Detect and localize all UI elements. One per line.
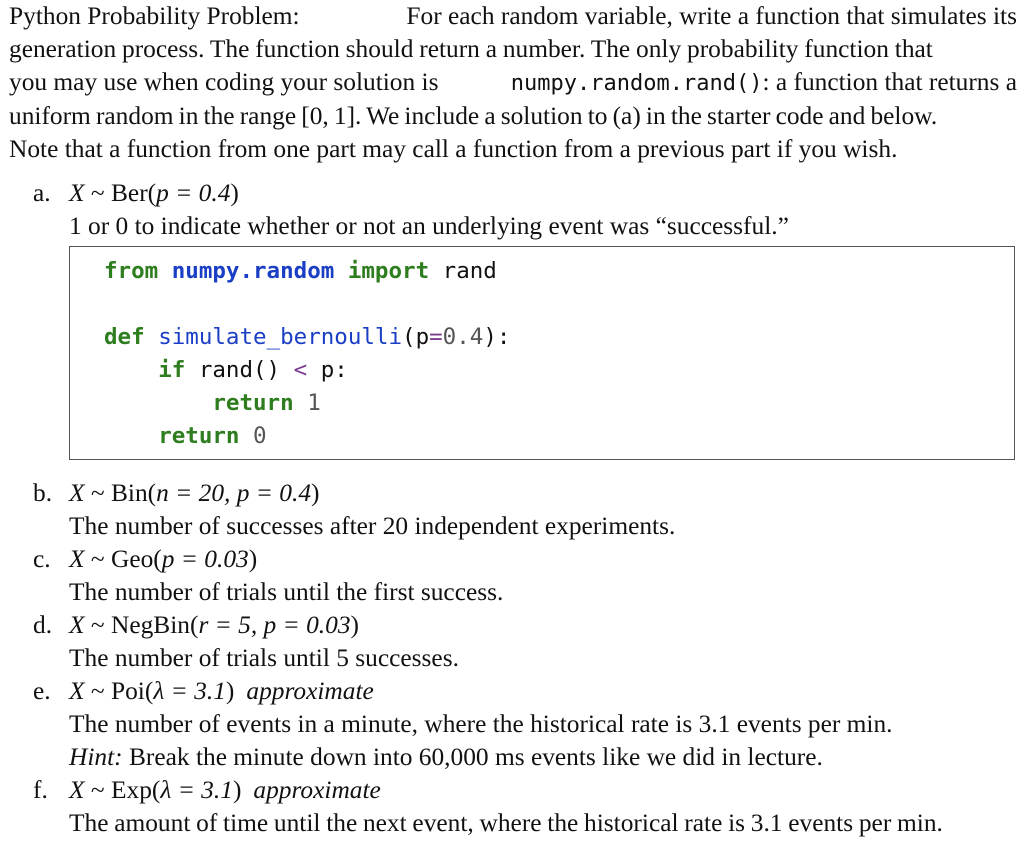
item-d xyxy=(33,609,1018,675)
item-formula: X ~ Geo(p = 0.03) xyxy=(69,545,258,573)
item-formula: X ~ Bin(n = 20, p = 0.4) xyxy=(69,479,320,507)
intro-line-4: uniform random in the range [0, 1]. We include a solution to (a) in the starter code and below. xyxy=(9,102,938,130)
intro-text-1: For each random variable, write a function that simulates its xyxy=(406,2,1017,30)
intro-line-2: generation process. The function should return a number. The only probability function that xyxy=(9,35,933,63)
inline-code-rand: numpy.random.rand() xyxy=(510,71,763,96)
intro-line-5: Note that a function from one part may call a function from a previous part if you wish. xyxy=(9,135,898,163)
item-letter: a. xyxy=(33,179,51,207)
item-c xyxy=(33,543,1018,609)
item-letter: d. xyxy=(33,611,53,639)
code-snippet xyxy=(69,246,1015,460)
code-block: from numpy.random import rand def simulate_bernoulli(p=0.4): if rand() < p: return 1 return 0 xyxy=(104,258,511,449)
item-formula: X ~ Poi(λ = 3.1) xyxy=(69,677,235,705)
approximate-note: approximate xyxy=(253,776,381,804)
item-hint xyxy=(69,741,1018,774)
item-letter: c. xyxy=(33,545,51,573)
approximate-note: approximate xyxy=(246,677,374,705)
item-letter: f. xyxy=(33,776,48,804)
intro-text-3a: you may use when coding your solution is xyxy=(9,68,439,96)
item-a xyxy=(33,177,1018,243)
item-formula: X ~ NegBin(r = 5, p = 0.03) xyxy=(69,611,359,639)
item-description: The amount of time until the next event, where the historical rate is 3.1 events per min. xyxy=(69,809,943,837)
hint-text: Break the minute down into 60,000 ms events like we did in lecture. xyxy=(128,743,823,771)
item-letter: b. xyxy=(33,479,53,507)
item-description: The number of trials until the first success. xyxy=(69,578,504,606)
item-description: 1 or 0 to indicate whether or not an underlying event was “successful.” xyxy=(69,212,789,240)
intro-line-3 xyxy=(9,66,1017,100)
item-e xyxy=(33,675,1018,774)
item-f xyxy=(33,774,1018,840)
intro-line-1 xyxy=(9,0,1017,33)
item-description: The number of events in a minute, where the historical rate is 3.1 events per min. xyxy=(69,710,893,738)
problem-intro xyxy=(9,0,1017,166)
intro-text-3b: : a function that returns a xyxy=(762,68,1017,96)
item-letter: e. xyxy=(33,677,51,705)
hint-label: Hint: xyxy=(69,743,123,771)
item-formula: X ~ Ber(p = 0.4) xyxy=(69,179,239,207)
item-formula: X ~ Exp(λ = 3.1) xyxy=(69,776,242,804)
problem-label: Python Probability Problem: xyxy=(9,2,300,30)
item-b xyxy=(33,477,1018,543)
item-description: The number of successes after 20 independent experiments. xyxy=(69,512,676,540)
item-description: The number of trials until 5 successes. xyxy=(69,644,459,672)
